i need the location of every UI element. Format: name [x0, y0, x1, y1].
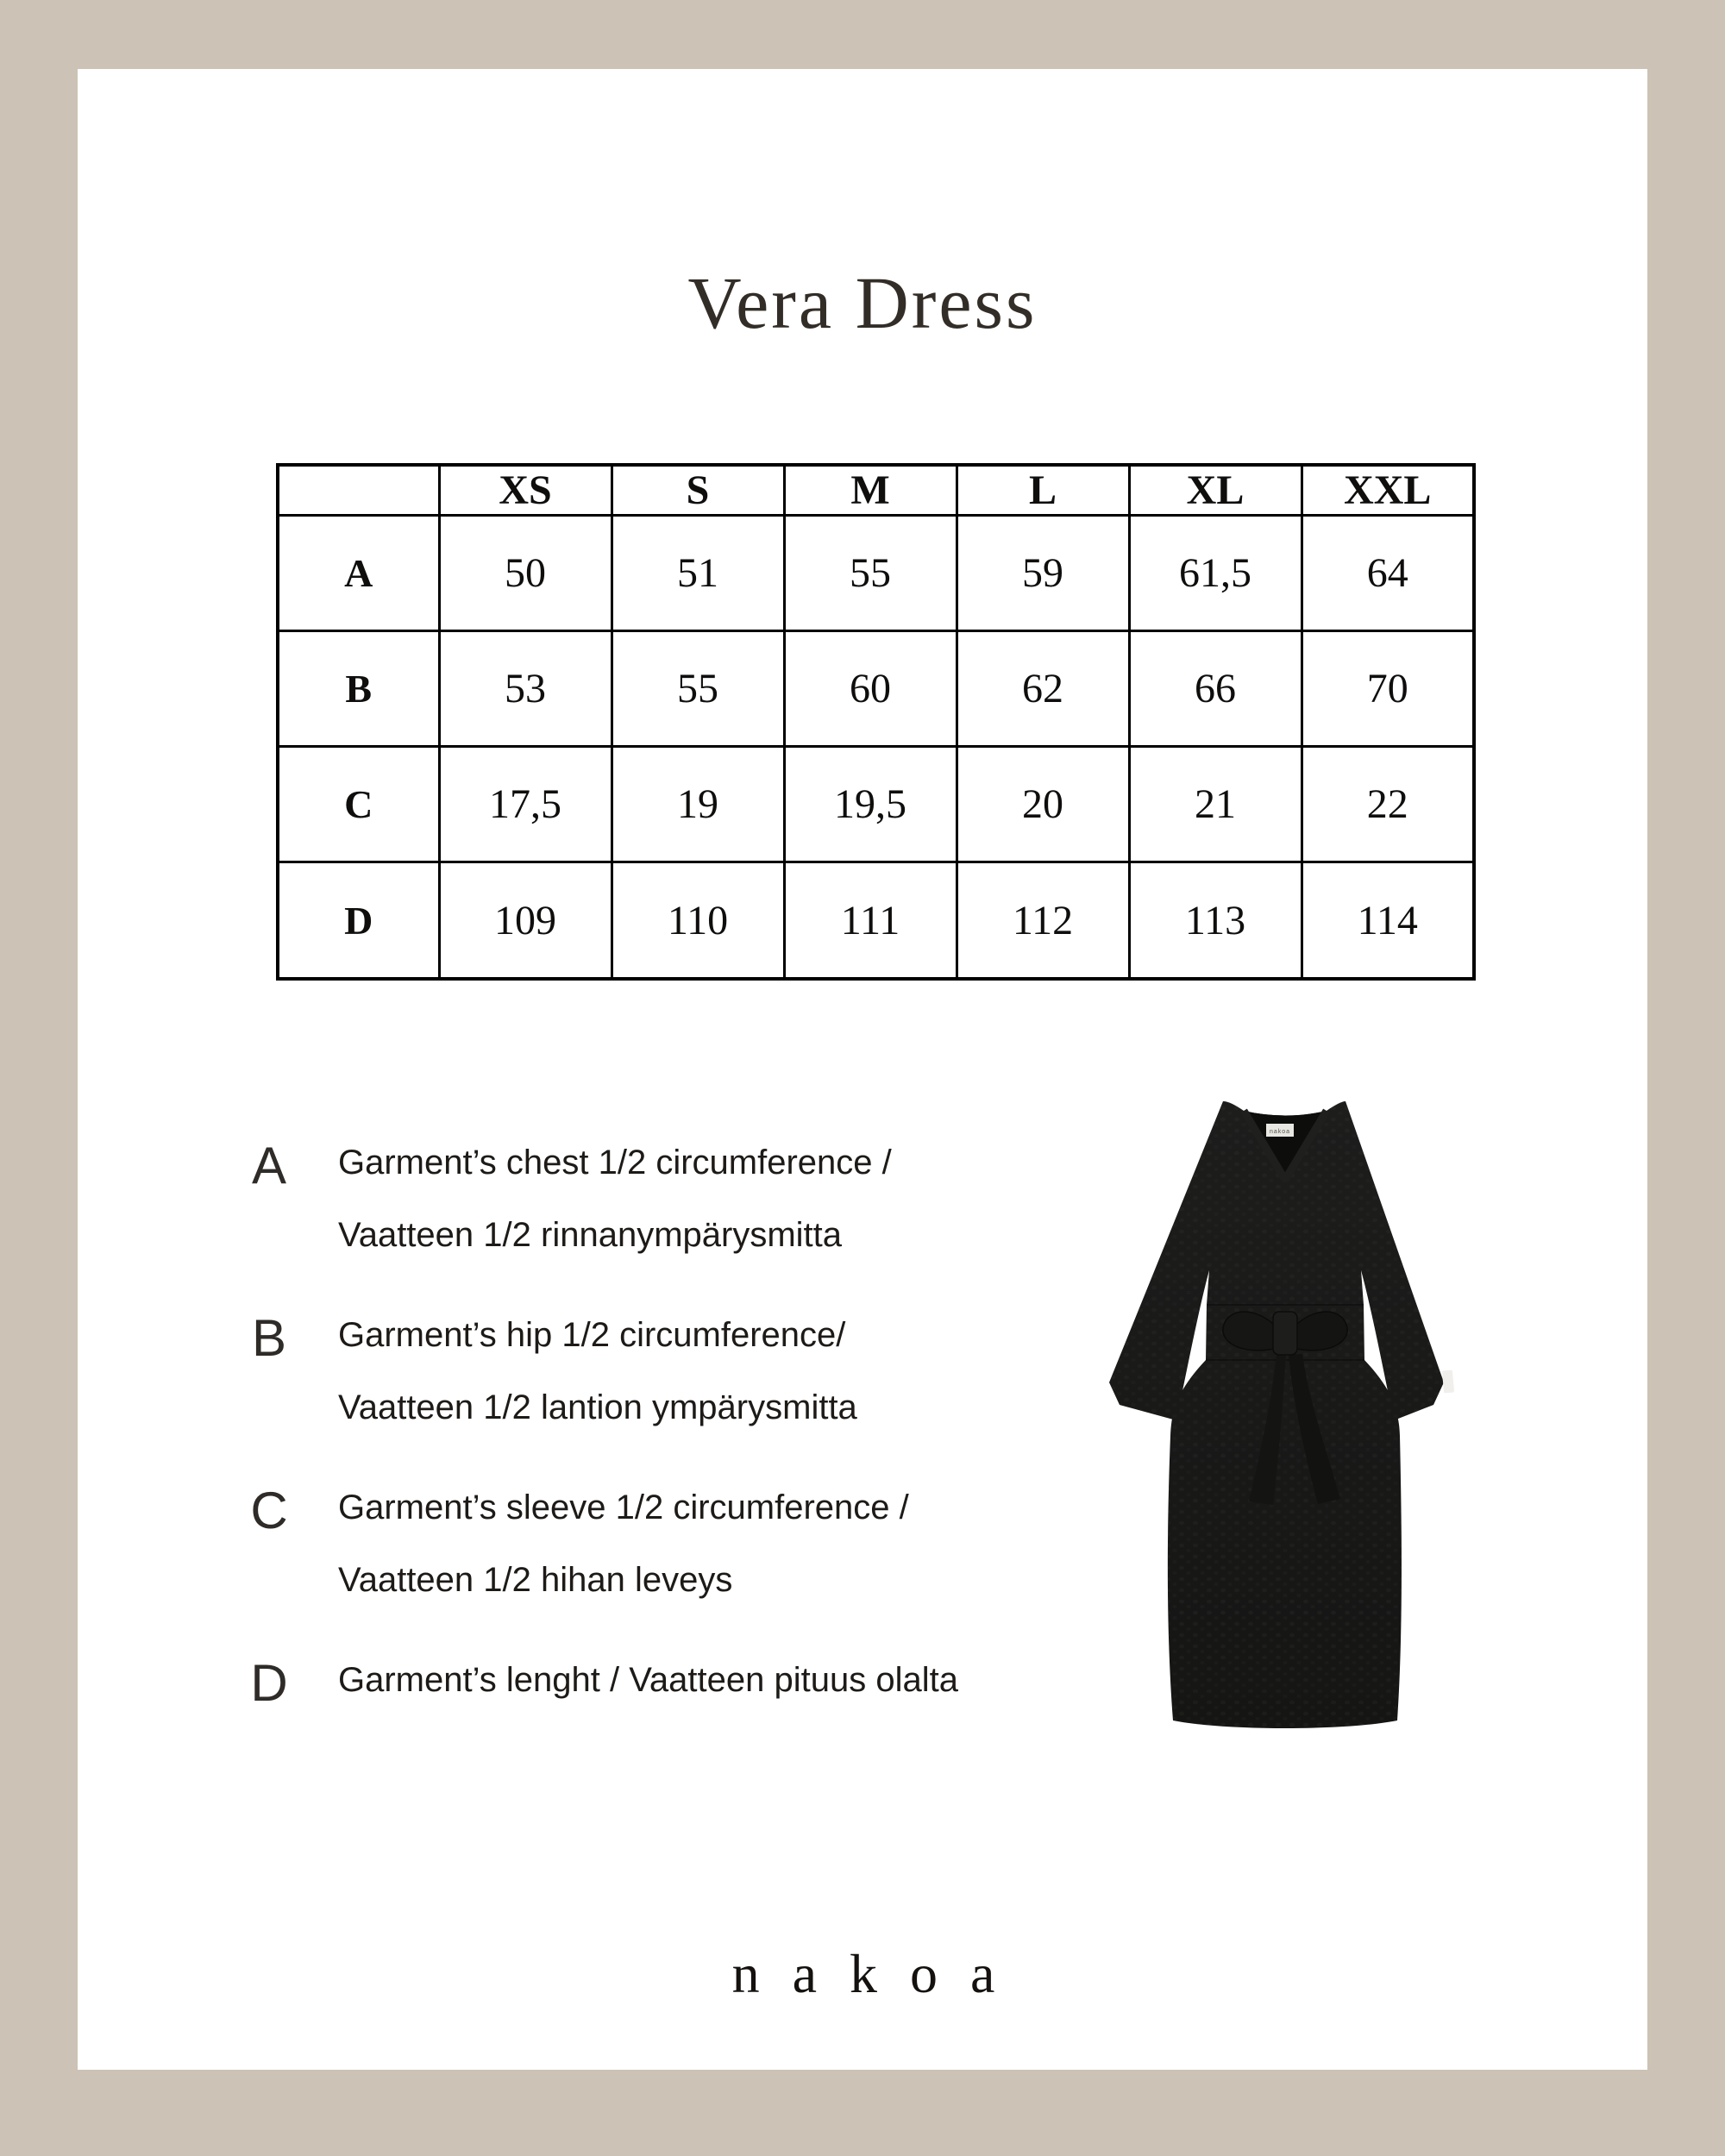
size-column-header: L [957, 465, 1129, 516]
size-value-cell: 59 [957, 516, 1129, 631]
legend-letter-c: C [250, 1482, 288, 1539]
measure-row-label: C [278, 747, 439, 862]
size-value-cell: 51 [612, 516, 784, 631]
side-care-tag [1442, 1370, 1454, 1394]
size-column-header: XXL [1302, 465, 1474, 516]
size-column-header: S [612, 465, 784, 516]
size-value-cell: 114 [1302, 862, 1474, 979]
legend-text-d [338, 1644, 958, 1716]
legend-text-b [338, 1299, 857, 1444]
legend-letter-d: D [250, 1654, 288, 1712]
size-value-cell: 55 [784, 516, 957, 631]
size-value-cell: 21 [1129, 747, 1302, 862]
brand-logo: nakoa [731, 1943, 1028, 2004]
size-value-cell: 20 [957, 747, 1129, 862]
size-column-header [278, 465, 439, 516]
size-column-header: XS [439, 465, 612, 516]
size-value-cell: 22 [1302, 747, 1474, 862]
table-row [278, 631, 1474, 747]
size-value-cell: 113 [1129, 862, 1302, 979]
legend-letter-a: A [251, 1137, 287, 1194]
content-page [78, 69, 1647, 2070]
legend-text-a [338, 1126, 892, 1271]
product-photo-dress [1095, 1082, 1458, 1738]
legend-line: Garment’s sleeve 1/2 circumference / [338, 1489, 909, 1526]
page-title: Vera Dress [687, 261, 1038, 344]
legend-letter-b: B [251, 1309, 287, 1367]
size-value-cell: 64 [1302, 516, 1474, 631]
legend-line: Vaatteen 1/2 lantion ympärysmitta [338, 1388, 857, 1426]
size-value-cell: 110 [612, 862, 784, 979]
measure-row-label: B [278, 631, 439, 747]
legend-text-c [338, 1471, 909, 1616]
size-value-cell: 111 [784, 862, 957, 979]
size-value-cell: 66 [1129, 631, 1302, 747]
size-value-cell: 19 [612, 747, 784, 862]
legend-item-c [239, 1471, 909, 1616]
size-chart-table [276, 463, 1476, 981]
size-value-cell: 50 [439, 516, 612, 631]
measure-row-label: A [278, 516, 439, 631]
size-value-cell: 55 [612, 631, 784, 747]
size-value-cell: 60 [784, 631, 957, 747]
legend-item-b [239, 1299, 857, 1444]
size-value-cell: 62 [957, 631, 1129, 747]
size-column-header: M [784, 465, 957, 516]
legend-item-a [239, 1126, 892, 1271]
size-value-cell: 112 [957, 862, 1129, 979]
size-value-cell: 53 [439, 631, 612, 747]
legend-line: Vaatteen 1/2 hihan leveys [338, 1561, 733, 1599]
table-row [278, 747, 1474, 862]
legend-line: Vaatteen 1/2 rinnanympärysmitta [338, 1216, 843, 1254]
legend-line: Garment’s lenght / Vaatteen pituus olalta [338, 1661, 958, 1699]
table-row [278, 862, 1474, 979]
size-value-cell: 19,5 [784, 747, 957, 862]
size-value-cell: 17,5 [439, 747, 612, 862]
size-value-cell: 70 [1302, 631, 1474, 747]
measure-row-label: D [278, 862, 439, 979]
neck-label-text: nakoa [1269, 1129, 1291, 1135]
legend-line: Garment’s hip 1/2 circumference/ [338, 1316, 846, 1354]
table-row [278, 516, 1474, 631]
size-value-cell: 109 [439, 862, 612, 979]
size-column-header: XL [1129, 465, 1302, 516]
legend-line: Garment’s chest 1/2 circumference / [338, 1144, 892, 1181]
size-chart-header-row [278, 465, 1474, 516]
size-value-cell: 61,5 [1129, 516, 1302, 631]
legend-item-d [239, 1644, 958, 1716]
